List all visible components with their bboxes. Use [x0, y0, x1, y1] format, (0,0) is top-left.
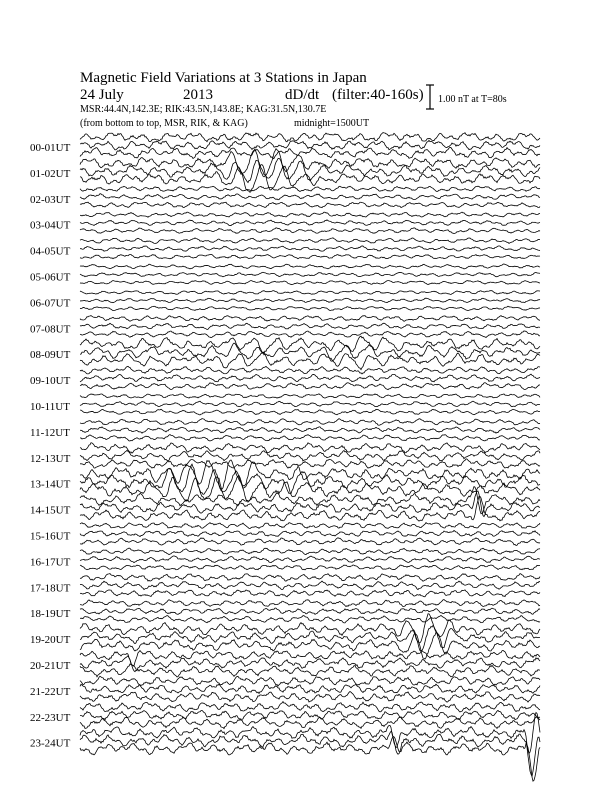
trace-kag-13-14ut — [80, 460, 540, 489]
trace-msr-03-04ut — [80, 228, 540, 234]
trace-kag-12-13ut — [80, 443, 540, 453]
hour-label: 19-20UT — [30, 634, 71, 647]
year-label: 2013 — [183, 87, 213, 103]
hour-label: 15-16UT — [30, 530, 71, 543]
trace-rik-19-20ut — [80, 625, 540, 650]
filter-label: (filter:40-160s) — [332, 87, 424, 103]
trace-msr-23-24ut — [80, 736, 540, 781]
quantity-label: dD/dt — [285, 87, 320, 103]
trace-msr-05-06ut — [80, 281, 540, 285]
trace-kag-05-06ut — [80, 264, 540, 269]
trace-msr-12-13ut — [80, 459, 540, 468]
station-coordinates: MSR:44.4N,142.3E; RIK:43.5N,143.8E; KAG:31.5N,130.7E — [80, 104, 327, 115]
trace-kag-16-17ut — [80, 548, 540, 555]
trace-rik-04-05ut — [80, 246, 540, 251]
hour-label: 22-23UT — [30, 711, 71, 724]
hour-label: 03-04UT — [30, 219, 71, 232]
trace-rik-11-12ut — [80, 427, 540, 433]
trace-rik-15-16ut — [80, 530, 540, 536]
station-order-note: (from bottom to top, MSR, RIK, & KAG) — [80, 118, 248, 129]
scale-label: 1.00 nT at T=80s — [438, 94, 507, 105]
hour-label: 13-14UT — [30, 478, 71, 491]
hour-label: 02-03UT — [30, 193, 71, 206]
chart-header — [0, 0, 612, 140]
trace-rik-02-03ut — [80, 194, 540, 200]
trace-kag-10-11ut — [80, 394, 540, 398]
trace-rik-22-23ut — [80, 710, 540, 719]
hour-label: 21-22UT — [30, 685, 71, 698]
hour-label: 04-05UT — [30, 245, 71, 258]
trace-rik-07-08ut — [80, 323, 540, 329]
hour-label: 10-11UT — [30, 401, 70, 413]
hour-label: 18-19UT — [30, 608, 71, 621]
trace-kag-20-21ut — [80, 650, 540, 665]
hour-label: 08-09UT — [30, 349, 71, 362]
hour-label: 07-08UT — [30, 323, 71, 336]
trace-kag-06-07ut — [80, 290, 540, 294]
hour-label: 14-15UT — [30, 504, 71, 517]
trace-rik-20-21ut — [80, 656, 540, 672]
trace-msr-16-17ut — [80, 565, 540, 570]
trace-kag-21-22ut — [80, 676, 540, 686]
trace-kag-11-12ut — [80, 419, 540, 426]
hour-label: 23-24UT — [30, 737, 71, 750]
trace-kag-02-03ut — [80, 186, 540, 191]
trace-rik-00-01ut — [80, 140, 540, 149]
hour-label: 16-17UT — [30, 556, 71, 569]
trace-rik-17-18ut — [80, 581, 540, 590]
trace-msr-10-11ut — [80, 409, 540, 415]
hour-label: 09-10UT — [30, 375, 71, 388]
trace-rik-21-22ut — [80, 684, 540, 693]
trace-kag-17-18ut — [80, 574, 540, 582]
scale-bar-icon — [425, 84, 435, 110]
trace-msr-19-20ut — [80, 632, 540, 659]
hour-label: 00-01UT — [30, 142, 71, 154]
hour-label: 01-02UT — [30, 167, 71, 180]
trace-kag-23-24ut — [80, 713, 540, 754]
trace-kag-18-19ut — [80, 600, 540, 607]
hour-label: 06-07UT — [30, 297, 71, 310]
trace-rik-10-11ut — [80, 401, 540, 406]
hour-label: 17-18UT — [30, 582, 71, 595]
trace-kag-22-23ut — [80, 702, 540, 712]
trace-rik-05-06ut — [80, 272, 540, 277]
trace-msr-20-21ut — [80, 664, 540, 677]
midnight-note: midnight=1500UT — [294, 118, 370, 129]
trace-kag-15-16ut — [80, 523, 540, 529]
trace-msr-21-22ut — [80, 692, 540, 703]
trace-msr-18-19ut — [80, 615, 540, 622]
date-label: 24 July — [80, 87, 124, 103]
trace-rik-06-07ut — [80, 298, 540, 303]
trace-rik-12-13ut — [80, 450, 540, 461]
trace-kag-03-04ut — [80, 212, 540, 217]
trace-kag-04-05ut — [80, 238, 540, 244]
trace-msr-01-02ut — [80, 165, 540, 193]
trace-rik-16-17ut — [80, 556, 540, 563]
hour-label: 20-21UT — [30, 660, 71, 672]
chart-title: Magnetic Field Variations at 3 Stations in Japan — [80, 70, 367, 86]
trace-msr-04-05ut — [80, 254, 540, 258]
trace-msr-02-03ut — [80, 202, 540, 208]
trace-rik-03-04ut — [80, 220, 540, 226]
trace-rik-18-19ut — [80, 608, 540, 614]
trace-kag-09-10ut — [80, 366, 540, 374]
trace-msr-17-18ut — [80, 590, 540, 597]
trace-msr-09-10ut — [80, 383, 540, 390]
trace-msr-06-07ut — [80, 306, 540, 310]
trace-kag-07-08ut — [80, 316, 540, 322]
hour-label: 12-13UT — [30, 452, 71, 465]
trace-kag-19-20ut — [80, 614, 540, 643]
trace-rik-09-10ut — [80, 374, 540, 382]
trace-msr-15-16ut — [80, 538, 540, 546]
hour-label: 05-06UT — [30, 271, 71, 284]
trace-msr-07-08ut — [80, 331, 540, 338]
hour-label: 11-12UT — [30, 426, 70, 439]
trace-msr-11-12ut — [80, 435, 540, 441]
trace-kag-08-09ut — [80, 336, 540, 353]
